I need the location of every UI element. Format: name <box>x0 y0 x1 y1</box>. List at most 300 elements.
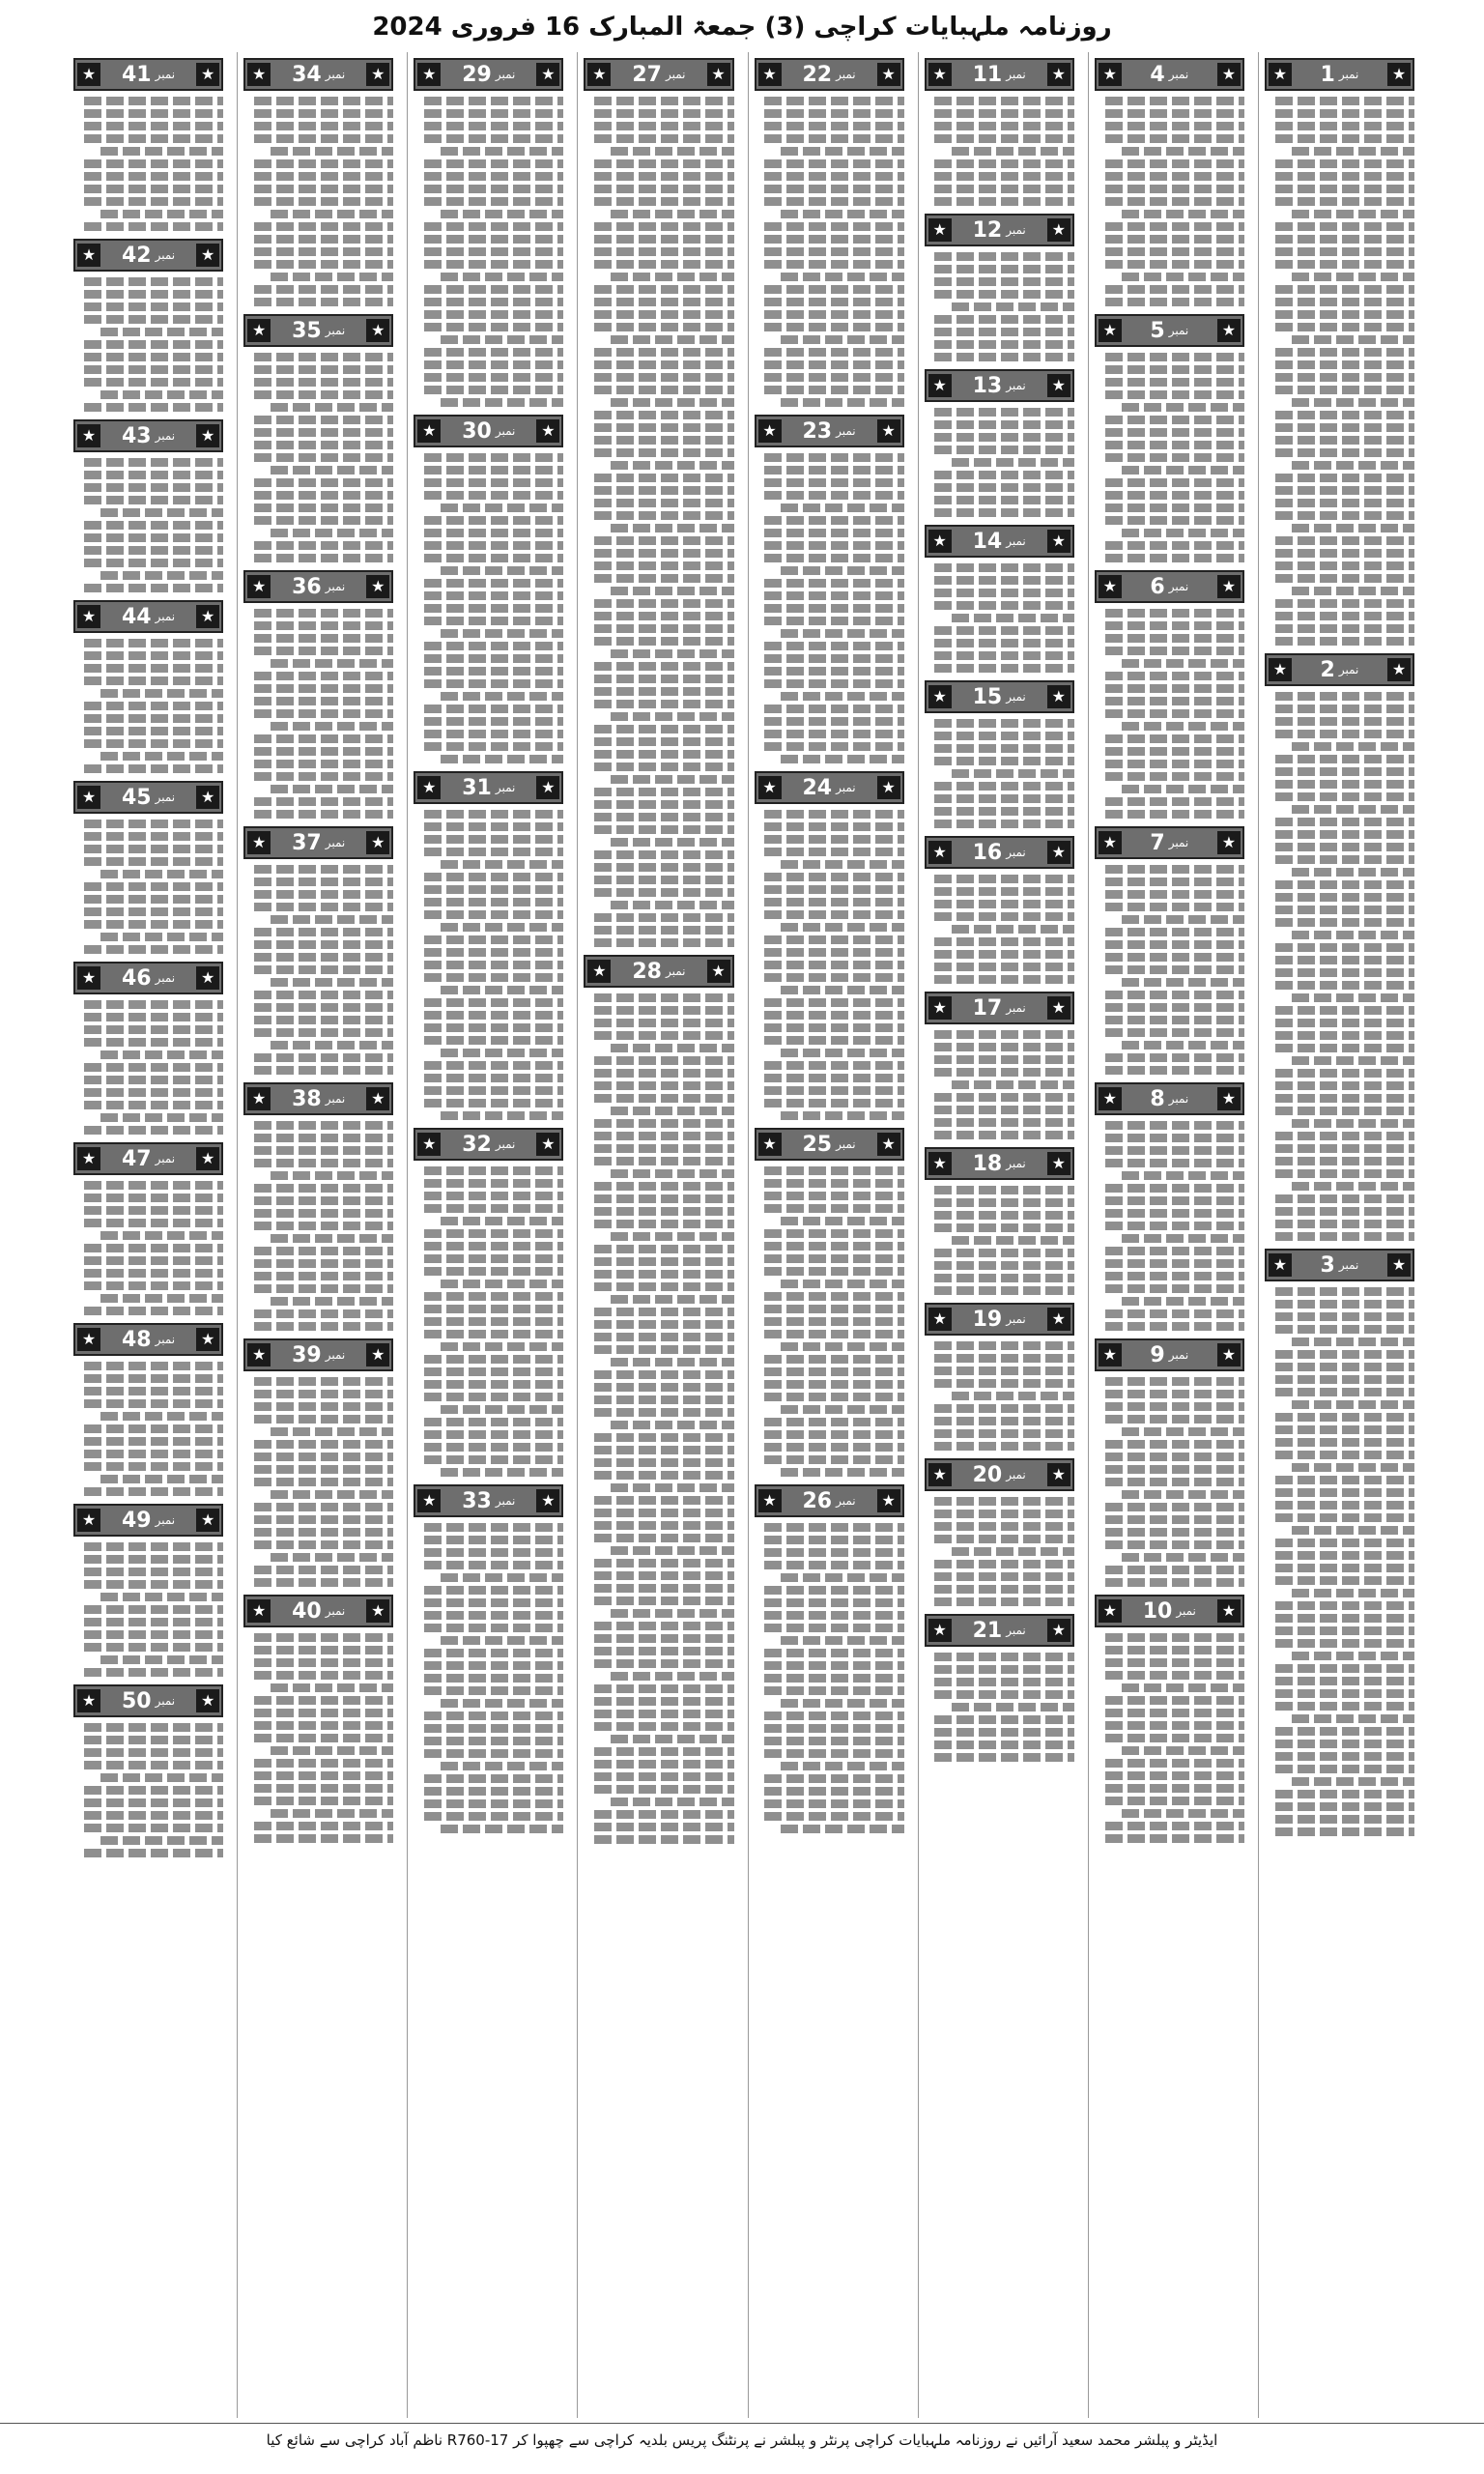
story-number-label: نمبر <box>1006 68 1026 81</box>
story-number-bar <box>243 570 393 603</box>
news-story <box>243 570 393 819</box>
text-line <box>781 147 903 156</box>
text-line <box>1105 928 1244 936</box>
text-line <box>934 1585 1073 1594</box>
story-number-bar <box>1265 1249 1414 1281</box>
story-number-bar <box>414 58 563 91</box>
star-icon: ★ <box>196 424 219 447</box>
text-line <box>424 348 563 357</box>
star-icon: ★ <box>758 63 782 86</box>
text-line <box>1105 428 1244 437</box>
text-line <box>84 533 223 542</box>
story-number-label: نمبر <box>1168 1348 1189 1362</box>
text-line <box>424 260 563 269</box>
text-line <box>594 700 733 708</box>
text-line <box>764 298 903 306</box>
text-line <box>84 559 223 567</box>
text-line <box>424 1611 563 1620</box>
text-line <box>100 1773 223 1782</box>
text-line <box>424 185 563 193</box>
text-line <box>594 348 733 357</box>
text-line <box>934 1442 1073 1451</box>
text-line <box>1105 1134 1244 1142</box>
text-line <box>1105 1146 1244 1155</box>
text-line <box>781 1762 903 1770</box>
text-line <box>764 1418 903 1426</box>
text-line <box>441 1762 563 1770</box>
text-line <box>1275 235 1414 244</box>
text-line <box>1122 1553 1244 1562</box>
text-line <box>1105 122 1244 130</box>
story-number: 15 <box>972 684 1003 709</box>
text-line <box>84 945 223 954</box>
text-line <box>934 1106 1073 1114</box>
text-line <box>84 907 223 916</box>
text-line <box>1122 1809 1244 1818</box>
story-number: 1 <box>1320 62 1335 87</box>
text-line <box>254 365 393 374</box>
text-line <box>1105 541 1244 550</box>
story-number-bar <box>925 680 1074 713</box>
text-line <box>764 604 903 613</box>
text-line <box>254 697 393 705</box>
text-line <box>424 134 563 143</box>
text-line <box>1105 516 1244 525</box>
text-line <box>424 1204 563 1213</box>
star-icon: ★ <box>1387 63 1411 86</box>
text-line <box>1105 890 1244 899</box>
story-number-bar <box>925 1458 1074 1491</box>
text-line <box>1122 915 1244 924</box>
text-line <box>1275 1727 1414 1736</box>
text-line <box>764 478 903 487</box>
text-line <box>594 876 733 884</box>
text-line <box>1122 1746 1244 1755</box>
text-line <box>271 1809 393 1818</box>
star-icon: ★ <box>366 575 389 598</box>
story-number-label: نمبر <box>325 1348 346 1362</box>
text-line <box>254 453 393 462</box>
text-line <box>1105 1284 1244 1293</box>
text-line <box>764 1367 903 1376</box>
story-number-bar <box>73 962 223 994</box>
text-line <box>934 1740 1073 1749</box>
text-line <box>84 1244 223 1252</box>
text-line <box>764 1724 903 1733</box>
story-number-bar <box>414 771 563 804</box>
text-line <box>934 1030 1073 1039</box>
text-line <box>271 1171 393 1180</box>
text-line <box>254 185 393 193</box>
star-icon: ★ <box>928 1619 952 1642</box>
text-line <box>764 948 903 957</box>
text-line <box>594 1081 733 1090</box>
text-line <box>1122 147 1244 156</box>
text-line <box>424 742 563 751</box>
text-line <box>424 679 563 688</box>
text-line <box>254 235 393 244</box>
text-line <box>424 1254 563 1263</box>
text-line <box>934 1429 1073 1438</box>
text-line <box>764 1737 903 1745</box>
text-line <box>781 503 903 512</box>
text-line <box>1105 554 1244 562</box>
text-line <box>594 185 733 193</box>
text-line <box>1292 398 1414 407</box>
star-icon: ★ <box>1099 319 1122 342</box>
text-line <box>84 1643 223 1652</box>
text-line <box>1122 785 1244 793</box>
star-icon: ★ <box>366 1599 389 1623</box>
story-number-label: نمبر <box>836 1137 856 1151</box>
text-line <box>254 1053 393 1062</box>
news-story <box>925 369 1074 517</box>
text-line <box>84 122 223 130</box>
text-line <box>952 1703 1074 1712</box>
text-line <box>424 323 563 331</box>
text-line <box>594 1345 733 1354</box>
text-line <box>594 1094 733 1103</box>
text-line <box>1122 978 1244 987</box>
text-line <box>254 1066 393 1075</box>
text-line <box>424 1686 563 1695</box>
text-line <box>1275 423 1414 432</box>
text-line <box>254 1440 393 1449</box>
text-line <box>441 1217 563 1225</box>
text-line <box>1275 536 1414 545</box>
text-line <box>1292 335 1414 344</box>
text-line <box>594 1006 733 1015</box>
text-line <box>1292 1338 1414 1346</box>
text-line <box>764 973 903 982</box>
story-number: 41 <box>121 62 152 87</box>
text-line <box>1105 285 1244 294</box>
news-story <box>755 771 904 1120</box>
text-line <box>84 651 223 660</box>
text-line <box>424 1355 563 1364</box>
text-line <box>1105 1671 1244 1680</box>
text-line <box>594 788 733 796</box>
text-line <box>934 483 1073 492</box>
text-line <box>424 579 563 588</box>
story-number: 9 <box>1150 1342 1165 1367</box>
text-line <box>611 1798 733 1806</box>
text-line <box>594 1069 733 1078</box>
text-line <box>781 1825 903 1833</box>
text-line <box>84 1374 223 1383</box>
text-line <box>1105 903 1244 911</box>
text-line <box>84 1013 223 1021</box>
text-line <box>1105 1646 1244 1654</box>
story-number-bar <box>73 1323 223 1356</box>
text-line <box>1122 659 1244 668</box>
news-column <box>577 52 739 2418</box>
text-line <box>84 1630 223 1639</box>
star-icon: ★ <box>77 1689 100 1712</box>
story-number-label: نمبر <box>155 248 176 262</box>
text-line <box>84 1101 223 1109</box>
text-line <box>1105 772 1244 781</box>
star-icon: ★ <box>758 419 782 443</box>
text-line <box>100 390 223 399</box>
text-line <box>764 1267 903 1276</box>
star-icon: ★ <box>877 419 900 443</box>
text-line <box>424 604 563 613</box>
text-line <box>1275 386 1414 394</box>
text-line <box>424 97 563 105</box>
text-line <box>84 1748 223 1757</box>
text-line <box>1122 403 1244 412</box>
text-line <box>594 612 733 620</box>
text-line <box>84 1618 223 1626</box>
text-line <box>424 1523 563 1532</box>
text-line <box>764 386 903 394</box>
star-icon: ★ <box>928 1152 952 1175</box>
text-line <box>764 717 903 726</box>
text-line <box>781 860 903 869</box>
text-line <box>1292 868 1414 877</box>
star-icon: ★ <box>1217 1087 1241 1110</box>
text-line <box>611 587 733 595</box>
story-number-bar <box>1095 58 1244 91</box>
text-line <box>1105 1515 1244 1524</box>
text-line <box>764 260 903 269</box>
story-number: 5 <box>1150 318 1165 343</box>
text-line <box>254 1465 393 1474</box>
text-line <box>441 1636 563 1645</box>
text-line <box>1105 159 1244 168</box>
text-line <box>1275 486 1414 495</box>
text-line <box>1292 805 1414 814</box>
text-line <box>1275 1425 1414 1434</box>
text-line <box>952 147 1074 156</box>
text-line <box>764 1380 903 1389</box>
text-line <box>254 1797 393 1805</box>
text-line <box>594 1308 733 1316</box>
news-column <box>237 52 399 2418</box>
news-story <box>1095 314 1244 562</box>
text-line <box>764 529 903 537</box>
text-line <box>1275 705 1414 713</box>
text-line <box>611 1546 733 1555</box>
text-line <box>1105 609 1244 618</box>
text-line <box>424 1393 563 1401</box>
text-line <box>934 97 1073 105</box>
star-icon: ★ <box>77 1509 100 1532</box>
story-number-bar <box>73 1684 223 1717</box>
star-icon: ★ <box>1047 530 1070 553</box>
text-line <box>594 926 733 935</box>
story-number-bar <box>243 826 393 859</box>
text-line <box>424 298 563 306</box>
text-line <box>934 1043 1073 1051</box>
text-line <box>764 134 903 143</box>
text-line <box>254 953 393 962</box>
text-line <box>1275 1564 1414 1572</box>
text-line <box>764 591 903 600</box>
text-line <box>764 935 903 944</box>
text-line <box>594 1521 733 1530</box>
text-line <box>254 260 393 269</box>
text-line <box>594 247 733 256</box>
star-icon: ★ <box>247 1087 271 1110</box>
text-line <box>594 637 733 646</box>
text-line <box>1275 1702 1414 1711</box>
star-icon: ★ <box>1047 996 1070 1020</box>
text-line <box>1275 511 1414 520</box>
text-line <box>84 1487 223 1496</box>
text-line <box>594 549 733 558</box>
text-line <box>84 403 223 412</box>
text-line <box>1275 1375 1414 1384</box>
text-line <box>254 1322 393 1331</box>
text-line <box>611 1107 733 1115</box>
star-icon: ★ <box>928 1463 952 1486</box>
star-icon: ★ <box>1387 1253 1411 1277</box>
text-line <box>84 159 223 168</box>
text-line <box>84 471 223 479</box>
news-story <box>584 955 733 1844</box>
text-line <box>441 273 563 281</box>
text-line <box>84 1219 223 1227</box>
story-number-bar <box>925 369 1074 402</box>
text-line <box>424 705 563 713</box>
text-line <box>100 933 223 941</box>
text-line <box>1275 943 1414 952</box>
text-line <box>1105 390 1244 399</box>
story-number: 14 <box>972 529 1003 554</box>
text-line <box>594 599 733 608</box>
text-line <box>84 1281 223 1290</box>
text-line <box>934 651 1073 660</box>
news-story <box>1265 653 1414 1241</box>
text-line <box>100 571 223 580</box>
text-line <box>254 378 393 387</box>
story-number-bar <box>73 419 223 452</box>
news-story <box>243 1082 393 1331</box>
text-line <box>254 134 393 143</box>
text-line <box>1105 478 1244 487</box>
text-line <box>1275 880 1414 889</box>
text-line <box>764 1305 903 1313</box>
text-line <box>1275 247 1414 256</box>
star-icon: ★ <box>1217 1343 1241 1366</box>
text-line <box>1275 1413 1414 1422</box>
news-story <box>243 58 393 306</box>
text-line <box>254 865 393 874</box>
text-line <box>424 285 563 294</box>
text-line <box>764 1624 903 1632</box>
text-line <box>441 147 563 156</box>
news-story <box>925 1458 1074 1606</box>
text-line <box>424 247 563 256</box>
text-line <box>1105 353 1244 361</box>
text-line <box>84 1824 223 1832</box>
text-line <box>424 1036 563 1045</box>
text-line <box>271 978 393 987</box>
text-line <box>271 529 393 537</box>
text-line <box>764 1036 903 1045</box>
text-line <box>254 428 393 437</box>
text-line <box>84 1387 223 1395</box>
news-story <box>925 680 1074 828</box>
text-line <box>1105 1196 1244 1205</box>
story-number-bar <box>1265 653 1414 686</box>
text-line <box>1105 940 1244 949</box>
text-line <box>594 1659 733 1668</box>
text-line <box>84 222 223 231</box>
text-line <box>84 1580 223 1589</box>
text-line <box>271 1041 393 1050</box>
text-line <box>1275 1107 1414 1115</box>
text-line <box>594 1383 733 1392</box>
story-number-label: نمبر <box>1338 663 1359 676</box>
text-line <box>764 1749 903 1758</box>
text-line <box>1105 503 1244 512</box>
text-line <box>1275 1539 1414 1547</box>
text-line <box>594 850 733 859</box>
text-line <box>1105 222 1244 231</box>
text-line <box>441 210 563 218</box>
text-line <box>781 1636 903 1645</box>
text-line <box>781 986 903 994</box>
text-line <box>1105 1402 1244 1411</box>
story-number-label: نمبر <box>1006 1312 1026 1326</box>
text-line <box>84 1849 223 1857</box>
text-line <box>1105 810 1244 819</box>
text-line <box>1105 1721 1244 1730</box>
text-line <box>254 1222 393 1230</box>
text-line <box>764 910 903 919</box>
story-number-label: نمبر <box>836 1494 856 1508</box>
story-number-bar <box>1265 58 1414 91</box>
text-line <box>424 1548 563 1557</box>
text-line <box>424 453 563 462</box>
text-line <box>84 1194 223 1202</box>
story-number-label: نمبر <box>155 429 176 443</box>
text-line <box>1122 529 1244 537</box>
text-line <box>424 1774 563 1783</box>
story-number-label: نمبر <box>1168 580 1189 593</box>
text-line <box>594 1559 733 1568</box>
text-line <box>1275 1802 1414 1811</box>
news-story <box>414 415 563 763</box>
star-icon: ★ <box>366 1087 389 1110</box>
text-line <box>254 965 393 974</box>
text-line <box>611 901 733 909</box>
text-line <box>271 1297 393 1306</box>
text-line <box>781 755 903 763</box>
story-number-label: نمبر <box>1006 1157 1026 1170</box>
text-line <box>934 1198 1073 1207</box>
news-story <box>73 1504 223 1677</box>
text-line <box>254 684 393 693</box>
text-line <box>934 757 1073 765</box>
text-line <box>84 353 223 361</box>
text-line <box>84 727 223 735</box>
star-icon: ★ <box>196 786 219 809</box>
text-line <box>424 1649 563 1657</box>
text-line <box>441 398 563 407</box>
text-line <box>1275 1438 1414 1447</box>
star-icon: ★ <box>196 1328 219 1351</box>
text-line <box>424 1749 563 1758</box>
text-line <box>84 109 223 118</box>
text-line <box>424 373 563 382</box>
text-line <box>1275 1790 1414 1798</box>
text-line <box>1105 1377 1244 1386</box>
text-line <box>1275 1551 1414 1560</box>
